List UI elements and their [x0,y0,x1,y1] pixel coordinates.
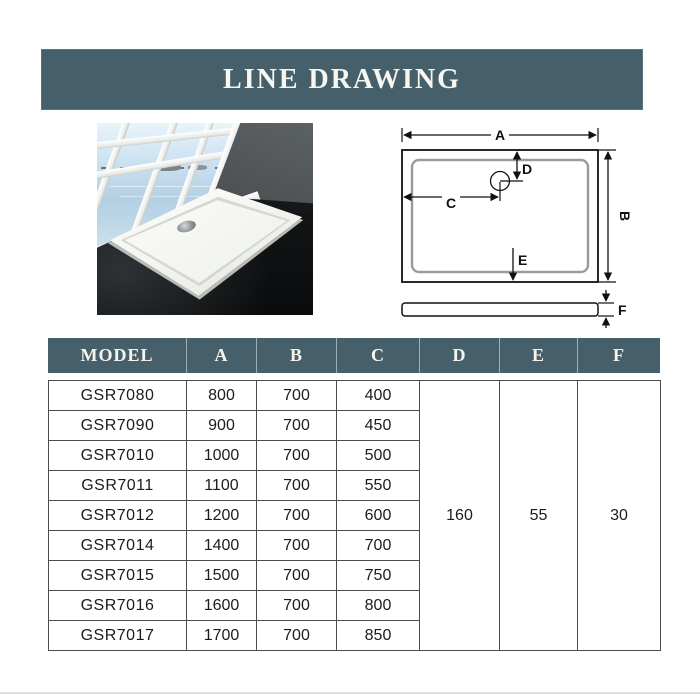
dim-b-cell: 700 [257,561,337,591]
dim-d-merged-cell: 160 [420,381,500,651]
dim-a-cell: 1700 [187,621,257,651]
dim-b-cell: 700 [257,531,337,561]
dim-b-cell: 700 [257,591,337,621]
product-photo [97,123,313,315]
table-row [49,381,661,411]
col-header-e: E [499,338,577,373]
dim-b-cell: 700 [257,621,337,651]
dim-b-cell: 700 [257,411,337,441]
dim-c-cell: 850 [337,621,420,651]
dim-a-cell: 1000 [187,441,257,471]
tray-side-view [402,303,598,316]
col-header-a: A [186,338,256,373]
title-bar [41,49,643,110]
model-cell: GSR7012 [49,501,187,531]
dim-c-cell: 450 [337,411,420,441]
model-cell: GSR7016 [49,591,187,621]
dim-d-label: D [522,161,533,177]
spec-table [48,380,661,651]
model-cell: GSR7010 [49,441,187,471]
col-header-model: MODEL [80,345,154,365]
col-header-b: B [256,338,336,373]
dim-b-cell: 700 [257,381,337,411]
model-cell: GSR7090 [49,411,187,441]
col-header-d: D [419,338,499,373]
spec-table-header [48,338,660,373]
dim-b-cell: 700 [257,501,337,531]
dim-e-merged-cell: 55 [500,381,578,651]
dim-a-cell: 1200 [187,501,257,531]
model-cell: GSR7014 [49,531,187,561]
dim-a-cell: 1100 [187,471,257,501]
dim-e-label: E [518,252,528,268]
dim-a-cell: 900 [187,411,257,441]
dim-c-cell: 550 [337,471,420,501]
photo-water-streak [110,186,214,187]
dim-a-cell: 1400 [187,531,257,561]
model-cell: GSR7017 [49,621,187,651]
page-bottom-edge [0,692,700,694]
dim-f-label: F [618,302,627,318]
dim-a-cell: 1600 [187,591,257,621]
dim-a-cell: 800 [187,381,257,411]
tray-outline-inner [412,160,588,272]
model-cell: GSR7011 [49,471,187,501]
tray-outline-outer [402,150,598,282]
dim-c-label: C [445,195,457,211]
dim-b-label: B [617,210,633,222]
model-cell: GSR7015 [49,561,187,591]
col-header-f: F [577,338,660,373]
dim-c-cell: 500 [337,441,420,471]
dim-b-cell: 700 [257,441,337,471]
dim-a-cell: 1500 [187,561,257,591]
dim-c-cell: 750 [337,561,420,591]
dim-f-merged-cell: 30 [578,381,661,651]
model-cell: GSR7080 [49,381,187,411]
dim-c-cell: 600 [337,501,420,531]
dim-b-cell: 700 [257,471,337,501]
dim-c-cell: 700 [337,531,420,561]
col-header-c: C [336,338,419,373]
dim-c-cell: 400 [337,381,420,411]
dim-a-label: A [494,127,506,143]
photo-water-streak [119,196,205,197]
dim-c-cell: 800 [337,591,420,621]
page-title: LINE DRAWING [223,63,461,95]
dimension-diagram [390,118,680,328]
